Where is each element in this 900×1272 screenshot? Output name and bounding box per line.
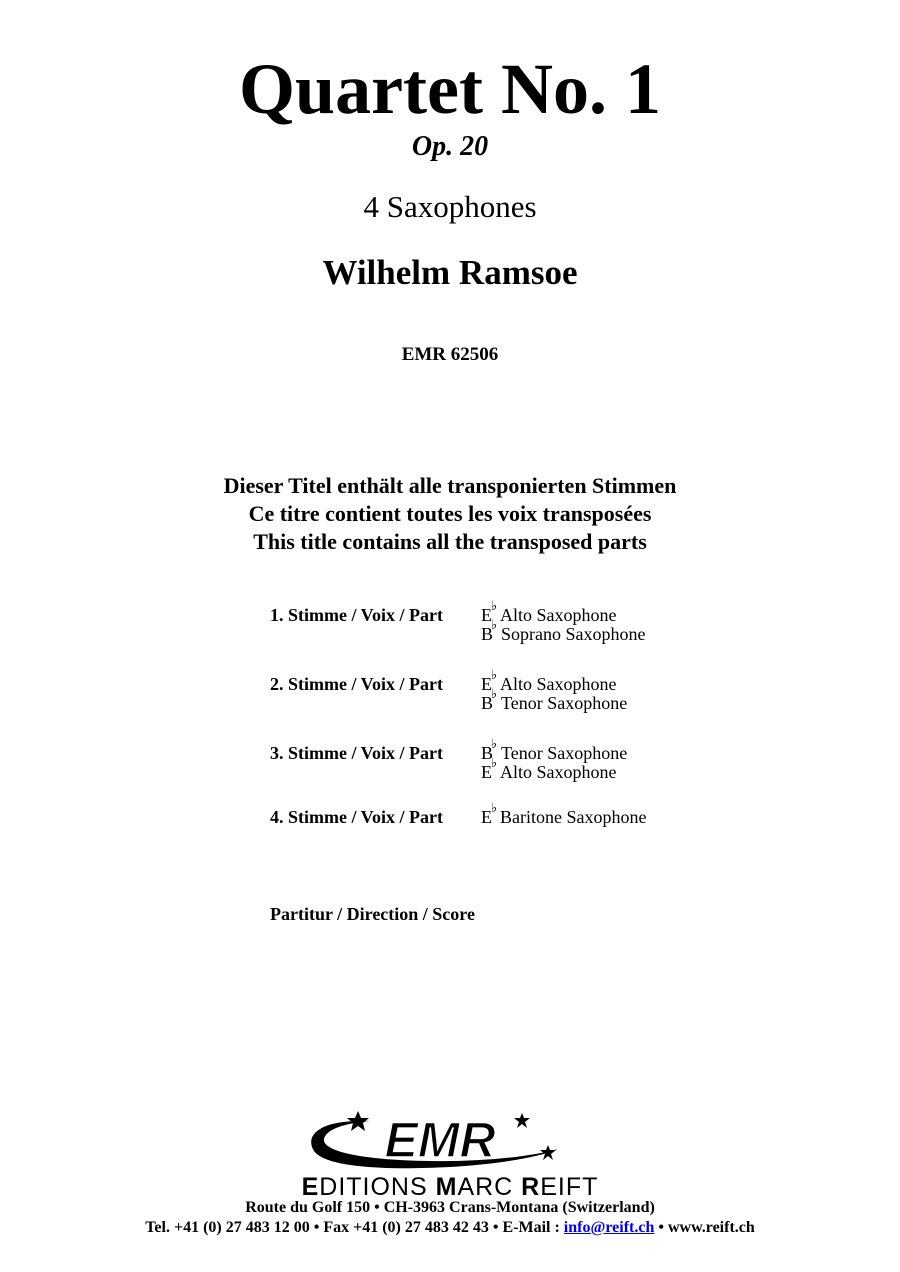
instrument-name: Alto Saxophone <box>500 605 617 625</box>
star-icon <box>514 1113 530 1128</box>
key-letter: E ♭ <box>481 598 498 625</box>
logo-text: EMR <box>384 1112 496 1168</box>
instrument-line <box>481 598 646 625</box>
key-letter: B ♭ <box>481 686 498 713</box>
key-letter: E ♭ <box>481 800 498 827</box>
notice-german: Dieser Titel enthält alle transponierten Stimmen <box>223 473 677 498</box>
instrument-name: Alto Saxophone <box>500 762 617 782</box>
part-instruments <box>481 598 646 644</box>
part-label: 2. Stimme / Voix / Part <box>270 674 443 694</box>
part-instruments <box>481 736 628 782</box>
instrument-name: Soprano Saxophone <box>501 624 646 644</box>
opus-number: Op. 20 <box>411 131 489 162</box>
instrument-line <box>481 617 646 644</box>
publisher-name: EDITIONS MARC REIFT <box>301 1173 599 1201</box>
instrumentation: 4 Saxophones <box>363 189 537 224</box>
flat-symbol: ♭ <box>491 617 498 632</box>
key-letter: E ♭ <box>481 755 498 782</box>
instrument-line <box>481 686 628 713</box>
email-link[interactable]: info@reift.ch <box>563 1219 655 1236</box>
instrument-name: Tenor Saxophone <box>501 693 628 713</box>
title: Quartet No. 1 <box>239 49 661 129</box>
star-icon <box>540 1145 556 1160</box>
publisher-contact <box>0 1218 900 1238</box>
instrument-line <box>481 755 627 782</box>
notice-english: This title contains all the transposed parts <box>253 529 647 554</box>
score-label: Partitur / Direction / Score <box>270 904 475 924</box>
flat-symbol: ♭ <box>491 667 498 682</box>
flat-symbol: ♭ <box>491 800 498 815</box>
instrument-name: Alto Saxophone <box>500 674 617 694</box>
key-letter: B ♭ <box>481 617 498 644</box>
part-label: 3. Stimme / Voix / Part <box>270 743 443 763</box>
publisher-address: Route du Golf 150 • CH-3963 Crans-Montana (Switzerland) <box>245 1199 655 1216</box>
flat-symbol: ♭ <box>491 736 498 751</box>
key-letter: E ♭ <box>481 667 498 694</box>
instrument-line <box>481 736 628 763</box>
part-label: 1. Stimme / Voix / Part <box>270 605 443 625</box>
part-label: 4. Stimme / Voix / Part <box>270 807 443 827</box>
key-letter: B ♭ <box>481 736 498 763</box>
flat-symbol: ♭ <box>491 598 498 613</box>
contact-phone-fax: Tel. +41 (0) 27 483 12 00 • Fax +41 (0) 27 483 42 43 • E-Mail : <box>145 1219 564 1236</box>
instrument-line <box>481 667 627 694</box>
catalog-number: EMR 62506 <box>401 344 499 365</box>
contact-website: • www.reift.ch <box>654 1219 755 1236</box>
emr-logo <box>300 1105 570 1175</box>
instrument-name: Baritone Saxophone <box>500 807 647 827</box>
part-instruments <box>481 667 628 713</box>
instrument-name: Tenor Saxophone <box>501 743 628 763</box>
part-instruments <box>481 800 647 827</box>
instrument-line <box>481 800 647 827</box>
flat-symbol: ♭ <box>491 755 498 770</box>
composer: Wilhelm Ramsoe <box>322 253 578 292</box>
notice-french: Ce titre contient toutes les voix transposées <box>248 501 652 526</box>
transposition-notice <box>0 472 900 556</box>
flat-symbol: ♭ <box>491 686 498 701</box>
